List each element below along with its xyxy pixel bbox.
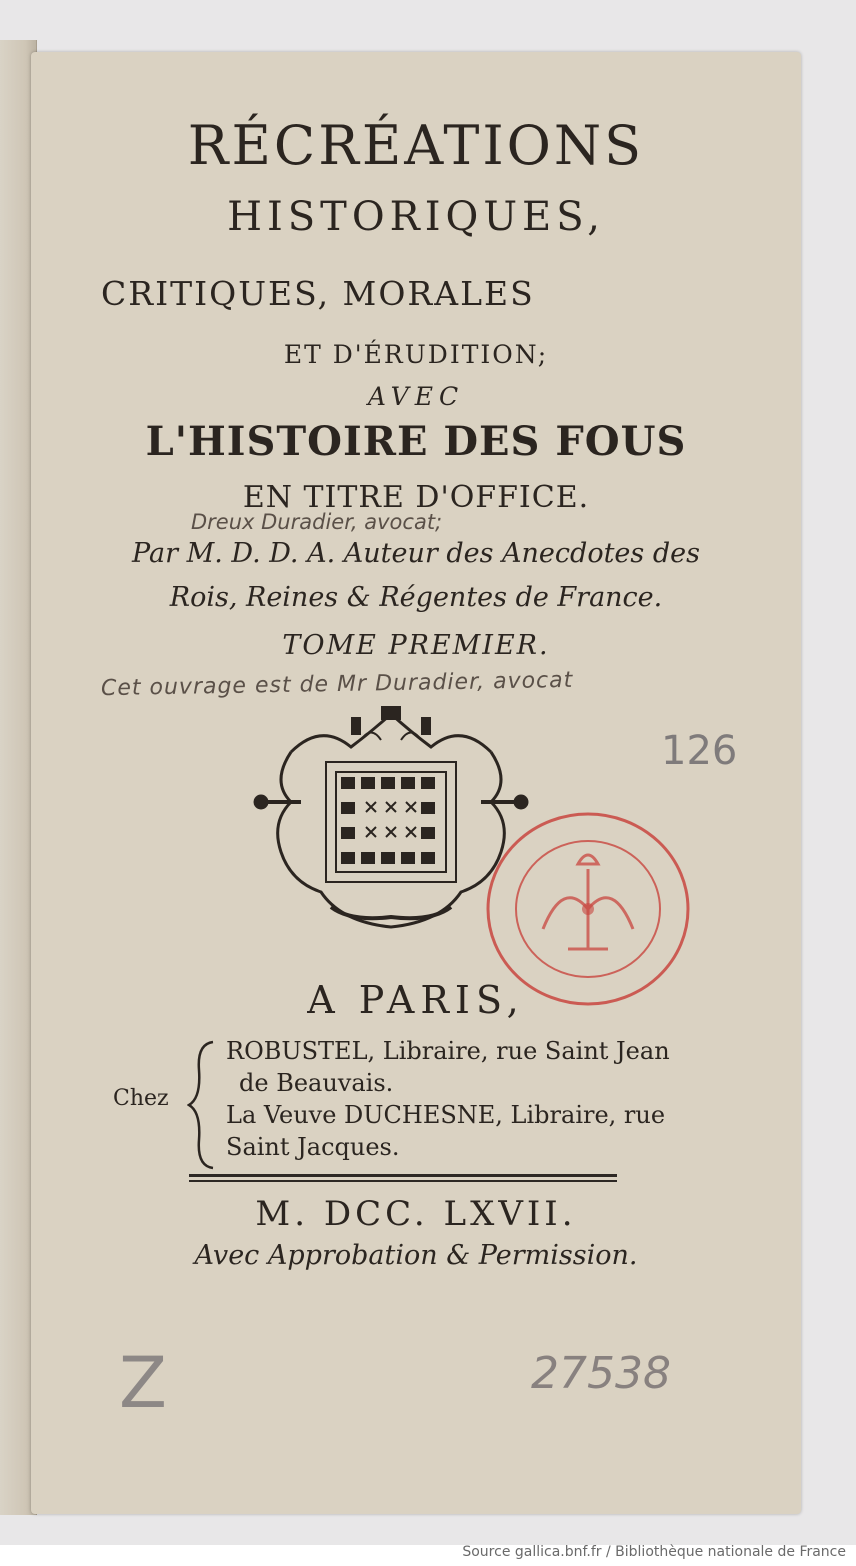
title-line-avec: AVEC: [367, 382, 465, 411]
handwritten-author-note: Dreux Duradier, avocat;: [191, 510, 443, 534]
book-title: RÉCRÉATIONS: [187, 114, 645, 177]
imprint-duchesne: La Veuve DUCHESNE, Libraire, rue: [226, 1101, 666, 1129]
title-line-titre-office: EN TITRE D'OFFICE.: [242, 480, 590, 515]
shelf-mark: 126: [661, 728, 738, 774]
call-letter: Z: [119, 1342, 167, 1424]
imprint-robustel: ROBUSTEL, Libraire, rue Saint Jean: [226, 1037, 670, 1065]
title-line-critiques: CRITIQUES, MORALES: [101, 274, 535, 313]
handwritten-attribution-note: Cet ouvrage est de Mr Duradier, avocat: [100, 667, 574, 702]
place-of-publication: A PARIS,: [307, 978, 525, 1022]
author-line: Par M. D. D. A. Auteur des Anecdotes des: [132, 538, 700, 569]
title-line-erudition: ET D'ÉRUDITION;: [283, 340, 549, 369]
imprint-saint-jacques: Saint Jacques.: [226, 1133, 400, 1161]
title-page: [31, 52, 801, 1514]
double-rule-bottom: [189, 1180, 617, 1182]
publication-year: M. DCC. LXVII.: [255, 1194, 577, 1234]
chez-label: Chez: [113, 1086, 169, 1111]
source-credit: Source gallica.bnf.fr / Bibliothèque nationale de France: [462, 1544, 846, 1560]
author-line-2: Rois, Reines & Régentes de France.: [169, 582, 663, 613]
imprint-beauvais: de Beauvais.: [239, 1069, 394, 1097]
imprint-brace: [187, 1040, 217, 1170]
approbation-line: Avec Approbation & Permission.: [194, 1240, 638, 1271]
double-rule-top: [189, 1174, 617, 1177]
title-line-historiques: HISTORIQUES,: [227, 194, 605, 240]
call-number: 27538: [531, 1348, 671, 1399]
title-line-histoire-des-fous: L'HISTOIRE DES FOUS: [145, 418, 687, 465]
volume-label: TOME PREMIER.: [282, 630, 550, 661]
